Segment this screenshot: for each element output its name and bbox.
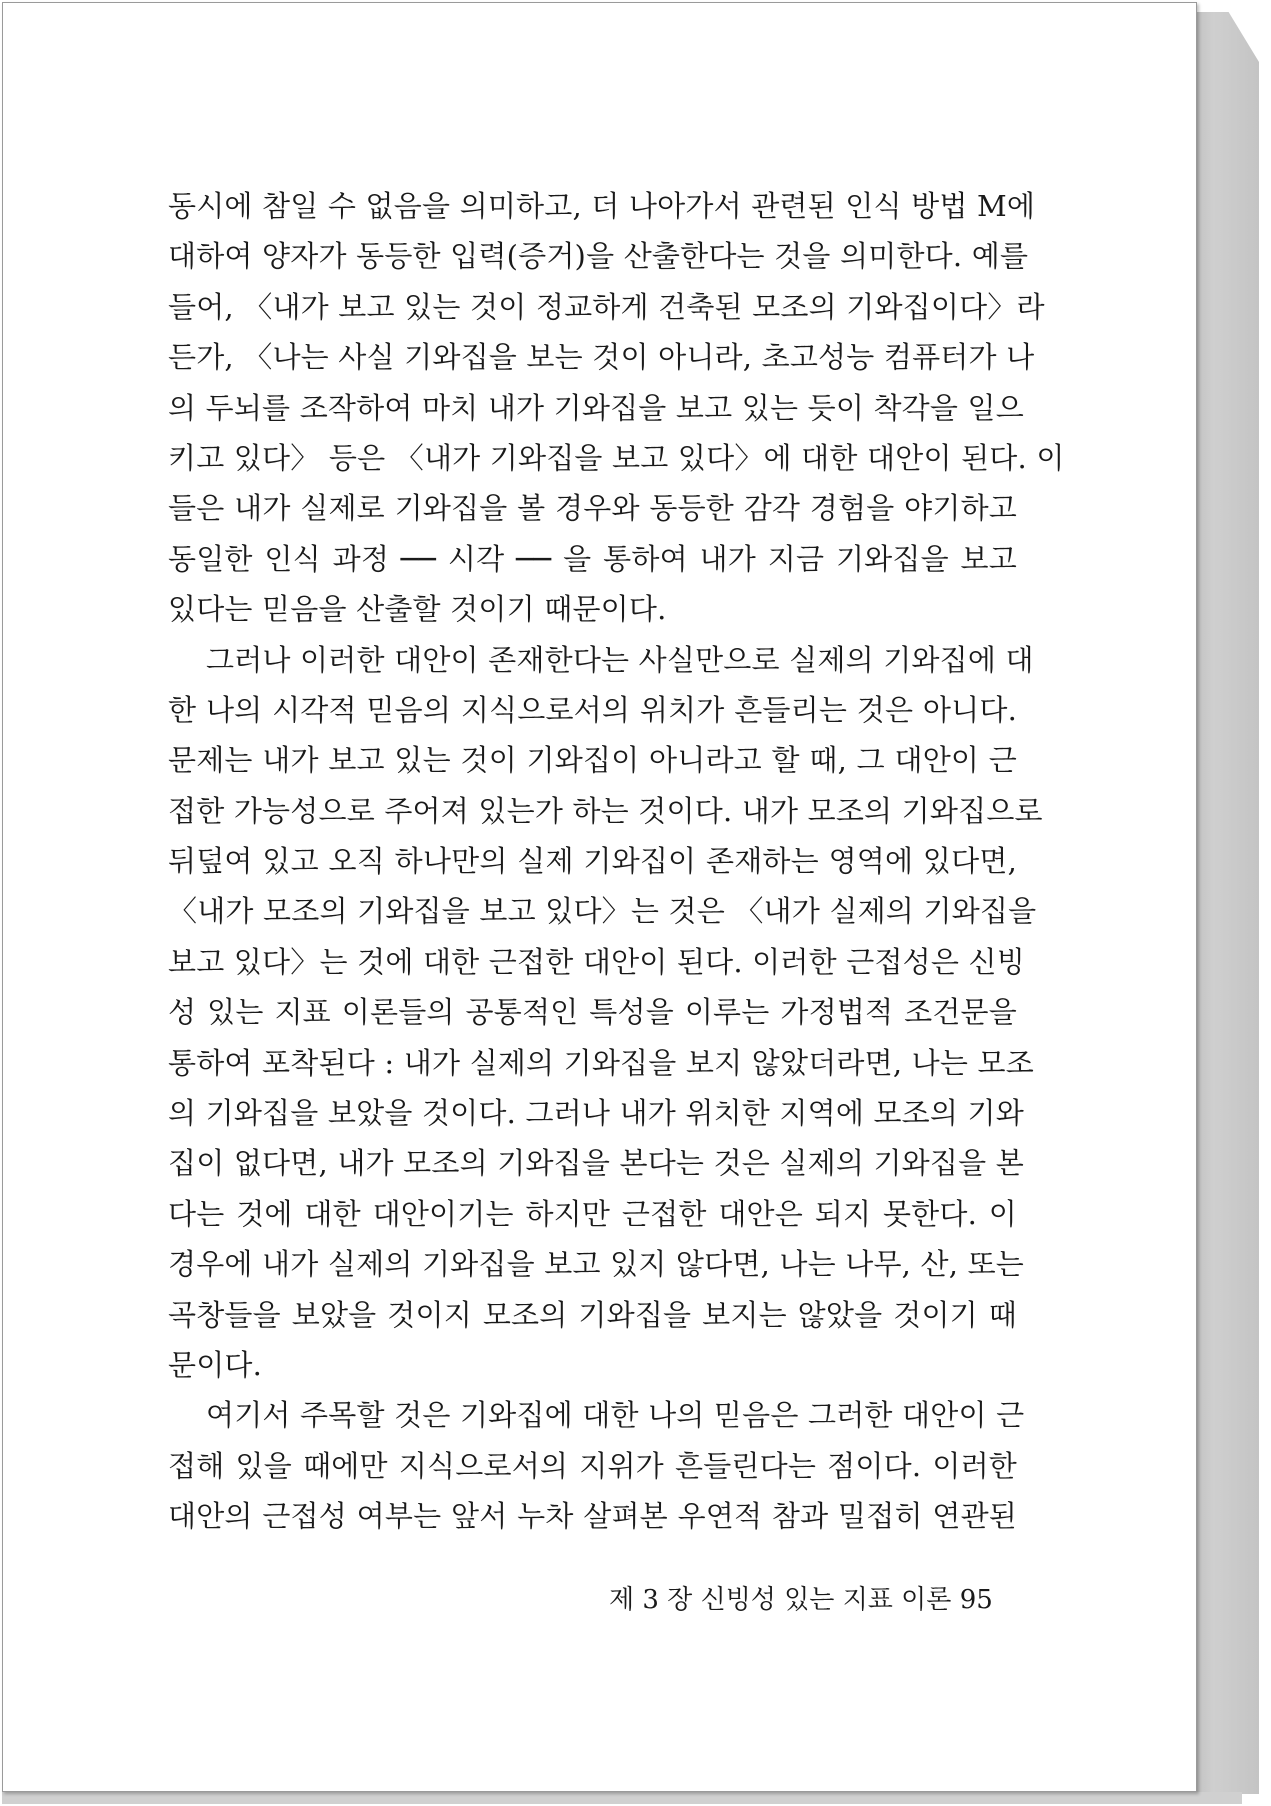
- text-line: 대하여 양자가 동등한 입력(증거)을 산출한다는 것을 의미한다. 예를: [168, 239, 1029, 274]
- text-line: 보고 있다〉는 것에 대한 근접한 대안이 된다. 이러한 근접성은 신빙: [168, 944, 1025, 979]
- text-line: 문이다.: [168, 1347, 263, 1382]
- text-line: 동일한 인식 과정 ── 시각 ── 을 통하여 내가 지금 기와집을 보고: [168, 541, 1017, 576]
- text-line: 키고 있다〉 등은 〈내가 기와집을 보고 있다〉에 대한 대안이 된다. 이: [168, 440, 1065, 475]
- text-line: 동시에 참일 수 없음을 의미하고, 더 나아가서 관련된 인식 방법 M에: [168, 189, 1036, 223]
- text-line: 들은 내가 실제로 기와집을 볼 경우와 동등한 감각 경험을 야기하고: [168, 491, 1017, 526]
- page-number: 95: [959, 1585, 993, 1615]
- text-line: 있다는 믿음을 산출할 것이기 때문이다.: [168, 592, 667, 627]
- text-line: 집이 없다면, 내가 모조의 기와집을 본다는 것은 실제의 기와집을 본: [168, 1146, 1024, 1181]
- text-line: 문제는 내가 보고 있는 것이 기와집이 아니라고 할 때, 그 대안이 근: [168, 743, 1017, 778]
- footer-chapter-title: 신빙성 있는 지표 이론: [700, 1585, 952, 1615]
- text-line: 경우에 내가 실제의 기와집을 보고 있지 않다면, 나는 나무, 산, 또는: [168, 1247, 1025, 1282]
- text-line: 그러나 이러한 대안이 존재한다는 사실만으로 실제의 기와집에 대: [206, 642, 1034, 677]
- text-line: 들어, 〈내가 보고 있는 것이 정교하게 건축된 모조의 기와집이다〉라: [168, 289, 1045, 324]
- body-text: [168, 181, 1065, 1542]
- book-page: [2, 2, 1197, 1792]
- text-line: 뒤덮여 있고 오직 하나만의 실제 기와집이 존재하는 영역에 있다면,: [168, 844, 1017, 879]
- text-line: 의 기와집을 보았을 것이다. 그러나 내가 위치한 지역에 모조의 기와: [168, 1096, 1024, 1131]
- text-line: 대안의 근접성 여부는 앞서 누차 살펴본 우연적 참과 밀접히 연관된: [168, 1499, 1017, 1534]
- text-line: 다는 것에 대한 대안이기는 하지만 근접한 대안은 되지 못한다. 이: [168, 1196, 1017, 1231]
- text-line: 접해 있을 때에만 지식으로서의 지위가 흔들린다는 점이다. 이러한: [168, 1448, 1017, 1483]
- text-line: 여기서 주목할 것은 기와집에 대한 나의 믿음은 그러한 대안이 근: [206, 1398, 1025, 1433]
- text-line: 〈내가 모조의 기와집을 보고 있다〉는 것은 〈내가 실제의 기와집을: [168, 894, 1037, 929]
- book-bottom-edge: [2, 1792, 1242, 1804]
- text-line: 곡창들을 보았을 것이지 모조의 기와집을 보지는 않았을 것이기 때: [168, 1297, 1017, 1332]
- text-line: 한 나의 시각적 믿음의 지식으로서의 위치가 흔들리는 것은 아니다.: [168, 692, 1017, 727]
- running-footer: [609, 1579, 993, 1616]
- text-line: 의 두뇌를 조작하여 마치 내가 기와집을 보고 있는 듯이 착각을 일으: [168, 390, 1024, 425]
- footer-chapter: 제 3 장: [609, 1585, 693, 1615]
- text-line: 성 있는 지표 이론들의 공통적인 특성을 이루는 가정법적 조건문을: [168, 995, 1017, 1030]
- text-line: 통하여 포착된다 : 내가 실제의 기와집을 보지 않았더라면, 나는 모조: [168, 1045, 1034, 1080]
- text-line: 든가, 〈나는 사실 기와집을 보는 것이 아니라, 초고성능 컴퓨터가 나: [168, 340, 1035, 375]
- text-line: 접한 가능성으로 주어져 있는가 하는 것이다. 내가 모조의 기와집으로: [168, 793, 1043, 828]
